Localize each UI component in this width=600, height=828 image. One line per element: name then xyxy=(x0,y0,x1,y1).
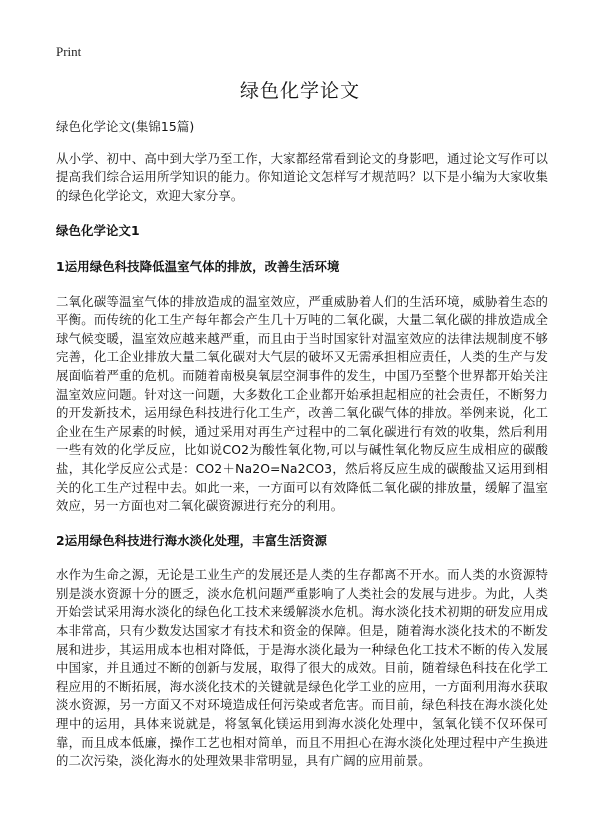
section-paragraph: 二氧化碳等温室气体的排放造成的温室效应，严重威胁着人们的生活环境，威胁着生态的平衡。而传统的化工生产每年都会产生几十万吨的二氧化碳，大量二氧化碳的排放造成全球气候变暖，温室效应越来越严重，而且由于当时国家针对温室效应的法律法规制度不够完善，化工企业排放大量二氧化碳对大气层的破坏又无需承担相应责任，人类的生产与发展面临着严重的危机。而随着南极臭氧层空洞事件的发生，中国乃至整个世界都开始关注温室效应问题。针对这一问题，大多数化工企业都开始承担起相应的社会责任，不断努力的开发新技术，运用绿色科技进行化工生产，改善二氧化碳气体的排放。举例来说，化工企业在生产尿素的时候，通过采用对再生产过程中的二氧化碳进行有效的收集，然后利用一些有效的化学反应，比如说CO2为酸性氧化物,可以与碱性氧化物反应生成相应的碳酸盐，其化学反应公式是：CO2＋Na2O=Na2CO3，然后将反应生成的碳酸盐又运用到相关的化工生产过程中去。如此一来，一方面可以有效降低二氧化碳的排放量，缓解了温室效应，另一方面也对二氧化碳资源进行充分的利用。 xyxy=(56,293,548,514)
article-heading: 绿色化学论文1 xyxy=(56,223,140,239)
section-paragraph: 水作为生命之源，无论是工业生产的发展还是人类的生存都离不开水。而人类的水资源特别是淡水资源十分的匮乏，淡水危机问题严重影响了人类社会的发展与进步。为此，人类开始尝试采用海水淡化的绿色化工技术来缓解淡水危机。海水淡化技术初期的研发应用成本非常高，只有少数发达国家才有技术和资金的保障。但是，随着海水淡化技术的不断发展和进步，其运用成本也相对降低，于是海水淡化最为一种绿色化工技术不断的传入发展中国家，并且通过不断的创新与发展，取得了很大的成效。目前，随着绿色科技在化学工程应用的不断拓展，海水淡化技术的关键就是绿色化学工业的应用，一方面利用海水获取淡水资源，另一方面又不对环境造成任何污染或者危害。而目前，绿色科技在海水淡化处理中的运用，具体来说就是，将氢氧化镁运用到海水淡化处理中，氢氧化镁不仅环保可靠，而且成本低廉，操作工艺也相对简单，而且不用担心在海水淡化处理过程中产生换进的二次污染，淡化海水的处理效果非常明显，具有广阔的应用前景。 xyxy=(56,567,548,769)
article-content xyxy=(56,118,548,787)
section-heading: 2运用绿色科技进行海水淡化处理，丰富生活资源 xyxy=(56,532,328,548)
article-subtitle: 绿色化学论文(集锦15篇) xyxy=(56,119,195,134)
print-link[interactable]: Print xyxy=(56,44,82,59)
page-title: 绿色化学论文 xyxy=(239,80,360,102)
section-heading: 1运用绿色科技降低温室气体的排放，改善生活环境 xyxy=(56,258,340,274)
intro-paragraph: 从小学、初中、高中到大学乃至工作，大家都经常看到论文的身影吧，通过论文写作可以提高我们综合运用所学知识的能力。你知道论文怎样写才规范吗？以下是小编为大家收集的绿色化学论文，欢迎大家分享。 xyxy=(56,150,548,203)
